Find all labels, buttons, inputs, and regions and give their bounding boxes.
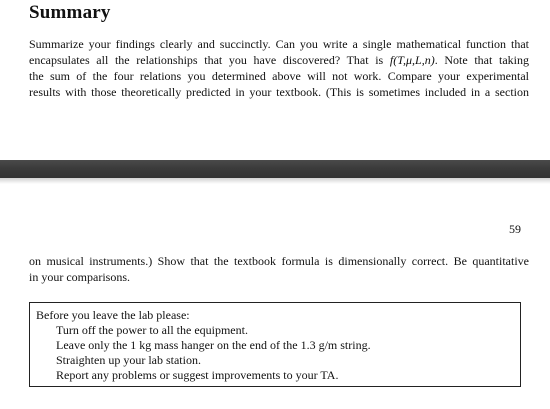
page-number: 59: [509, 222, 521, 236]
paragraph-line: results with those theoretically predicted in your textbook. (This is sometimes included in a section: [29, 85, 529, 99]
page-break-shadow: [0, 178, 550, 184]
page-break-bar: [0, 160, 550, 178]
section-heading: Summary: [29, 2, 111, 23]
checklist-title: Before you leave the lab please:: [36, 308, 190, 322]
math-expression: f(T,μ,L,n): [389, 53, 435, 67]
checklist-box: [29, 302, 521, 387]
paragraph-line: on musical instruments.) Show that the textbook formula is dimensionally correct. Be quantitative: [29, 254, 529, 268]
continuation-paragraph: [29, 253, 529, 285]
checklist-item: Report any problems or suggest improvements to your TA.: [56, 368, 339, 382]
paragraph-line: Summarize your findings clearly and succinctly. Can you write a single mathematical function that: [29, 37, 529, 51]
paragraph-line: [29, 52, 529, 68]
checklist-item: Turn off the power to all the equipment.: [56, 323, 248, 337]
paragraph-line: the sum of the four relations you determined above will not work. Compare your experimental: [29, 69, 529, 83]
summary-paragraph: [29, 36, 529, 100]
checklist-item: Straighten up your lab station.: [56, 353, 201, 367]
paragraph-text: . Note that taking: [434, 53, 529, 67]
paragraph-line: in your comparisons.: [29, 270, 130, 284]
paragraph-text: encapsulates all the relationships that you have discovered? That is: [29, 53, 390, 67]
checklist-item: Leave only the 1 kg mass hanger on the end of the 1.3 g/m string.: [56, 338, 371, 352]
